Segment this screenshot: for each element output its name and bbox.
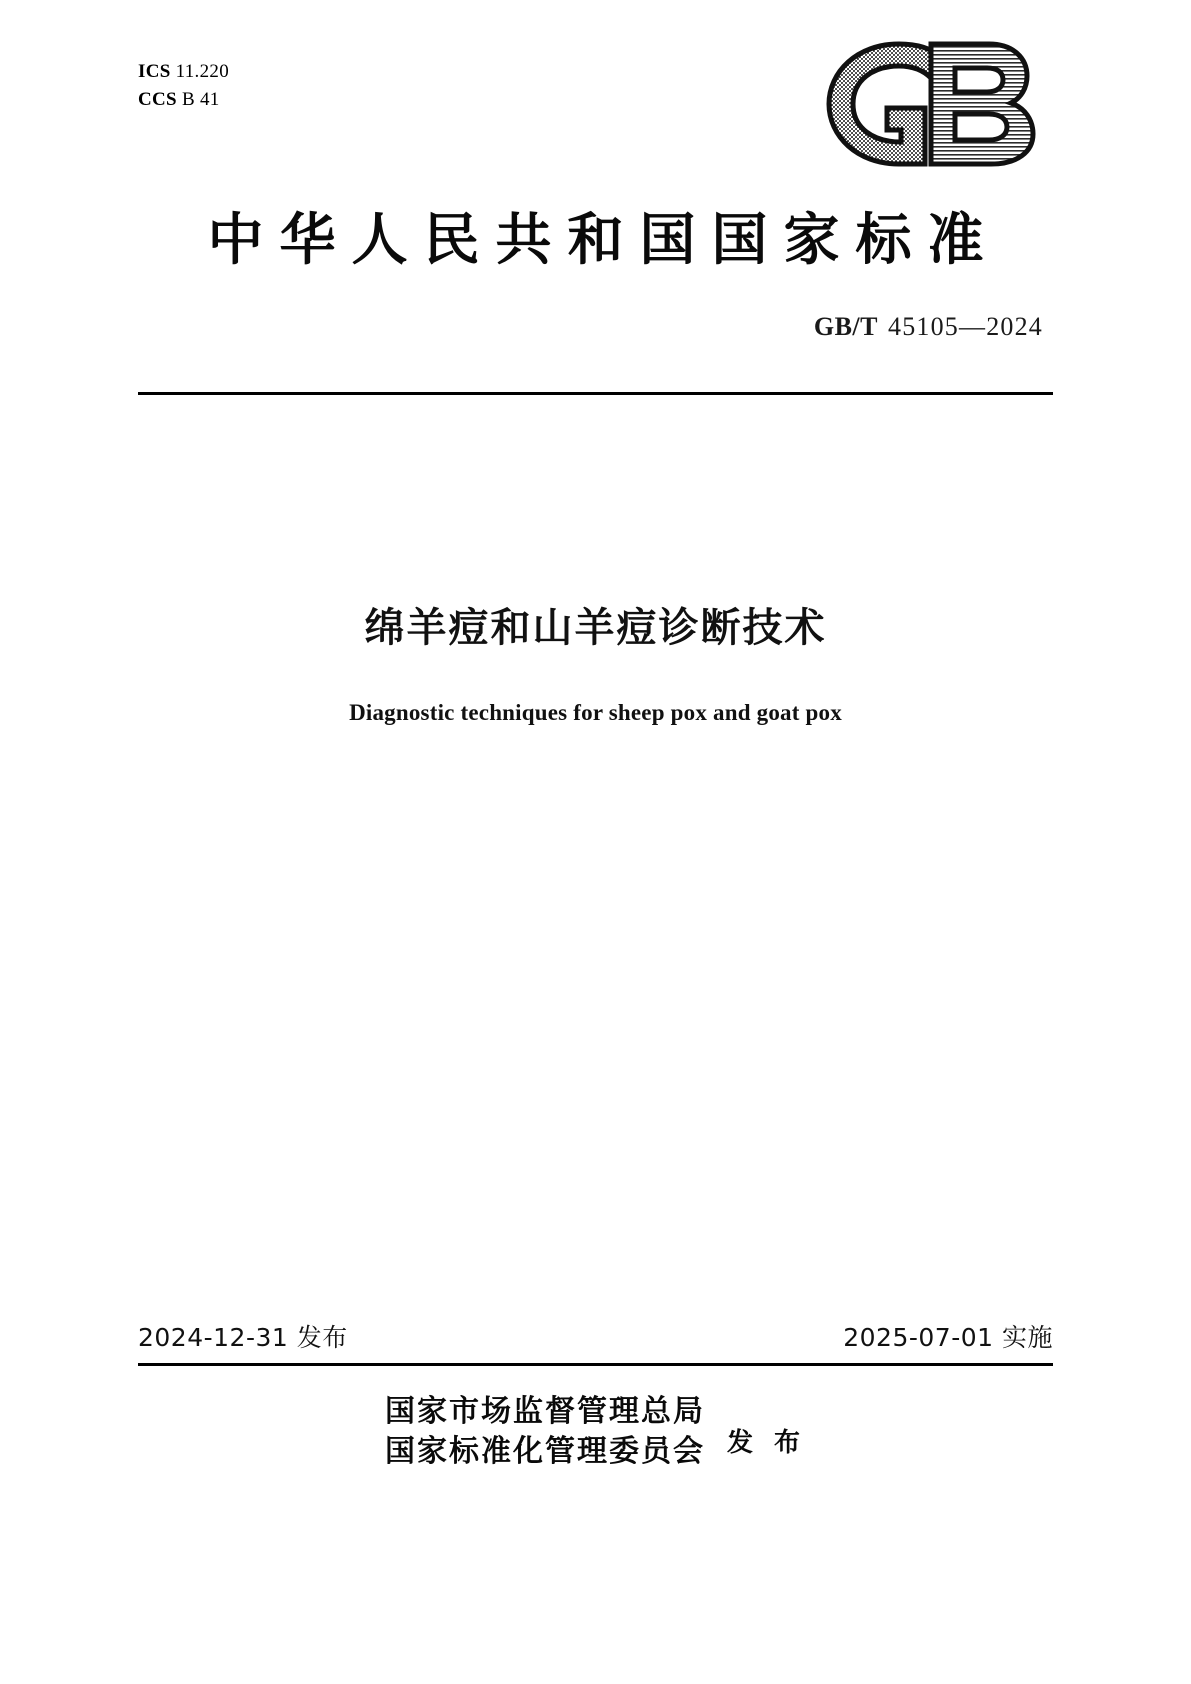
document-title-en: Diagnostic techniques for sheep pox and goat pox <box>349 700 842 725</box>
standard-number-value: 45105—2024 <box>888 312 1043 341</box>
ccs-label: CCS <box>138 88 177 110</box>
national-standard-title: 中华人民共和国国家标准 <box>207 208 1000 273</box>
header-divider <box>138 392 1053 395</box>
implement-date: 2025-07-01 实施 <box>843 1323 1053 1352</box>
ccs-code <box>138 86 229 114</box>
gb-logo-icon <box>821 38 1043 170</box>
standard-prefix: GB/T <box>813 312 878 341</box>
issuer-line-2: 国家标准化管理委员会 <box>384 1433 705 1469</box>
ics-value: 11.220 <box>175 61 230 82</box>
document-title-cn: 绵羊痘和山羊痘诊断技术 <box>364 605 827 651</box>
footer-divider <box>138 1363 1053 1366</box>
ics-code <box>138 58 229 86</box>
classification-codes <box>138 58 229 113</box>
standard-number <box>814 312 1043 342</box>
publish-date: 2024-12-31 发布 <box>138 1323 348 1352</box>
ccs-value: B 41 <box>181 88 220 110</box>
ics-label: ICS <box>138 61 171 82</box>
issuer-block <box>0 1392 1191 1471</box>
issuer-names <box>385 1392 705 1471</box>
issue-action-label: 发 布 <box>726 1428 807 1459</box>
issuer-line-1: 国家市场监督管理总局 <box>384 1394 705 1429</box>
